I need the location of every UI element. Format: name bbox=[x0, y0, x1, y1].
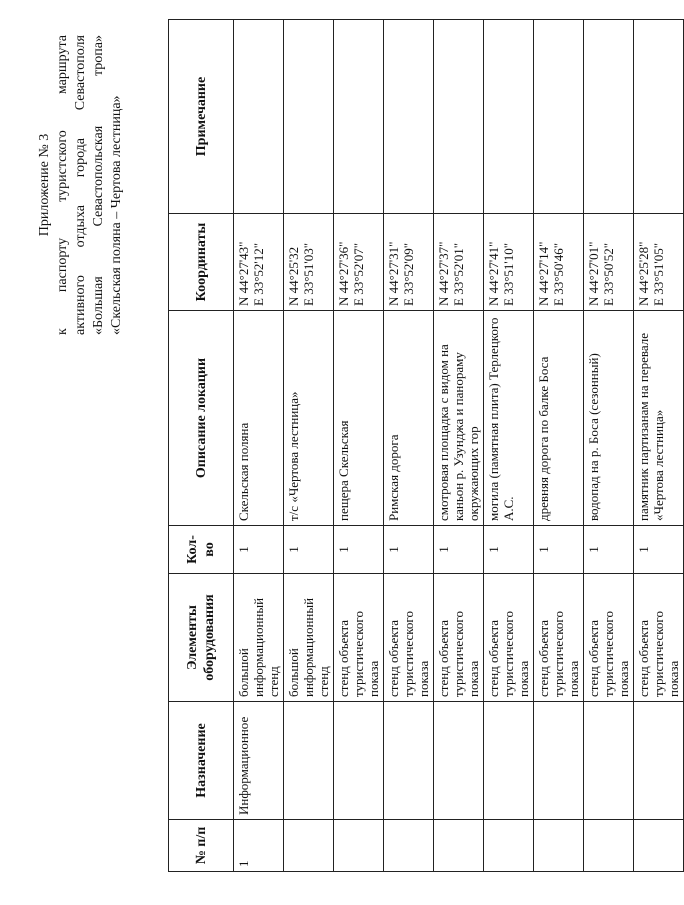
coord-n: N 44°27'37" bbox=[436, 241, 451, 306]
coord-n: N 44°25'28" bbox=[636, 241, 651, 306]
cell-purpose bbox=[634, 702, 684, 820]
cell-qty: 1 bbox=[484, 526, 534, 574]
table-row bbox=[584, 20, 634, 872]
coord-e: E 33°52'12" bbox=[251, 242, 266, 306]
cell-coords bbox=[334, 214, 384, 311]
cell-coords bbox=[484, 214, 534, 311]
cell-num bbox=[484, 820, 534, 872]
appendix-title: Приложение № 3 bbox=[37, 133, 52, 237]
cell-qty: 1 bbox=[434, 526, 484, 574]
cell-elements: стенд объекта туристического показа bbox=[334, 574, 384, 702]
header-elements: Элементы оборудования bbox=[169, 574, 234, 702]
coord-e: E 33°52'09" bbox=[401, 242, 416, 306]
cell-num bbox=[284, 820, 334, 872]
cell-qty: 1 bbox=[534, 526, 584, 574]
cell-purpose bbox=[484, 702, 534, 820]
coord-e: E 33°51'03" bbox=[301, 242, 316, 306]
table-row bbox=[434, 20, 484, 872]
cell-location: пещера Скельская bbox=[334, 311, 384, 526]
cell-elements: большой информационный стенд bbox=[234, 574, 284, 702]
cell-num bbox=[634, 820, 684, 872]
cell-coords bbox=[284, 214, 334, 311]
coord-e: E 33°52'01" bbox=[451, 242, 466, 306]
cell-note bbox=[434, 20, 484, 214]
appendix-line-3: «Большая Севастопольская тропа» bbox=[91, 35, 106, 335]
cell-num: 1 bbox=[234, 820, 284, 872]
coord-e: E 33°50'46" bbox=[551, 242, 566, 306]
cell-purpose bbox=[284, 702, 334, 820]
header-coords: Координаты bbox=[169, 214, 234, 311]
cell-coords bbox=[384, 214, 434, 311]
table-row bbox=[634, 20, 684, 872]
cell-qty: 1 bbox=[234, 526, 284, 574]
cell-note bbox=[584, 20, 634, 214]
cell-location: смотровая площадка с видом на каньон р. Узунджа и панораму окружающих гор bbox=[434, 311, 484, 526]
header-num: № п/п bbox=[169, 820, 234, 872]
cell-purpose bbox=[584, 702, 634, 820]
cell-location: памятник партизанам на перевале «Чертова лестница» bbox=[634, 311, 684, 526]
cell-purpose: Информационное bbox=[234, 702, 284, 820]
cell-qty: 1 bbox=[334, 526, 384, 574]
appendix-line-1: к паспорту туристского маршрута bbox=[55, 35, 70, 335]
cell-location: могила (памятная плита) Терлецкого А.С. bbox=[484, 311, 534, 526]
cell-num bbox=[434, 820, 484, 872]
table-row bbox=[284, 20, 334, 872]
cell-coords bbox=[634, 214, 684, 311]
rotated-page-content bbox=[16, 10, 681, 890]
cell-location: Скельская поляна bbox=[234, 311, 284, 526]
table-row bbox=[384, 20, 434, 872]
cell-num bbox=[584, 820, 634, 872]
cell-elements: стенд объекта туристического показа bbox=[484, 574, 534, 702]
cell-purpose bbox=[384, 702, 434, 820]
cell-location: древняя дорога по балке Боса bbox=[534, 311, 584, 526]
header-qty: Кол-во bbox=[169, 526, 234, 574]
coord-e: E 33°52'07" bbox=[351, 242, 366, 306]
cell-elements: большой информационный стенд bbox=[284, 574, 334, 702]
cell-qty: 1 bbox=[384, 526, 434, 574]
cell-location: водопад на р. Боса (сезонный) bbox=[584, 311, 634, 526]
cell-note bbox=[534, 20, 584, 214]
cell-purpose bbox=[434, 702, 484, 820]
appendix-header bbox=[36, 35, 126, 335]
header-purpose: Назначение bbox=[169, 702, 234, 820]
coord-e: E 33°51'10" bbox=[501, 242, 516, 306]
appendix-line-2: активного отдыха города Севастополя bbox=[73, 35, 88, 335]
header-note: Примечание bbox=[169, 20, 234, 214]
table-row bbox=[534, 20, 584, 872]
cell-note bbox=[234, 20, 284, 214]
table-row bbox=[334, 20, 384, 872]
cell-note bbox=[284, 20, 334, 214]
coord-n: N 44°27'01" bbox=[586, 241, 601, 306]
cell-qty: 1 bbox=[584, 526, 634, 574]
coord-n: N 44°25'32 bbox=[286, 246, 301, 306]
cell-coords bbox=[534, 214, 584, 311]
coord-e: E 33°51'05" bbox=[651, 242, 666, 306]
coord-n: N 44°27'31" bbox=[386, 241, 401, 306]
coord-e: E 33°50'52" bbox=[601, 242, 616, 306]
cell-note bbox=[384, 20, 434, 214]
cell-elements: стенд объекта туристического показа bbox=[384, 574, 434, 702]
cell-location: Римская дорога bbox=[384, 311, 434, 526]
cell-coords bbox=[234, 214, 284, 311]
coord-n: N 44°27'41" bbox=[486, 241, 501, 306]
cell-location: т/с «Чертова лестница» bbox=[284, 311, 334, 526]
coord-n: N 44°27'14" bbox=[536, 241, 551, 306]
cell-purpose bbox=[534, 702, 584, 820]
coord-n: N 44°27'36" bbox=[336, 241, 351, 306]
cell-elements: стенд объекта туристического показа bbox=[584, 574, 634, 702]
header-location: Описание локации bbox=[169, 311, 234, 526]
cell-elements: стенд объекта туристического показа bbox=[434, 574, 484, 702]
table-row bbox=[484, 20, 534, 872]
cell-note bbox=[634, 20, 684, 214]
cell-note bbox=[484, 20, 534, 214]
cell-purpose bbox=[334, 702, 384, 820]
cell-qty: 1 bbox=[634, 526, 684, 574]
cell-num bbox=[384, 820, 434, 872]
cell-elements: стенд объекта туристического показа bbox=[634, 574, 684, 702]
cell-coords bbox=[584, 214, 634, 311]
cell-num bbox=[534, 820, 584, 872]
cell-coords bbox=[434, 214, 484, 311]
table-row bbox=[234, 20, 284, 872]
cell-num bbox=[334, 820, 384, 872]
appendix-line-4: «Скельская поляна – Чертова лестница» bbox=[109, 95, 124, 335]
equipment-table bbox=[168, 19, 684, 872]
cell-qty: 1 bbox=[284, 526, 334, 574]
cell-note bbox=[334, 20, 384, 214]
coord-n: N 44°27'43" bbox=[236, 241, 251, 306]
table-header-row bbox=[169, 20, 234, 872]
cell-elements: стенд объекта туристического показа bbox=[534, 574, 584, 702]
